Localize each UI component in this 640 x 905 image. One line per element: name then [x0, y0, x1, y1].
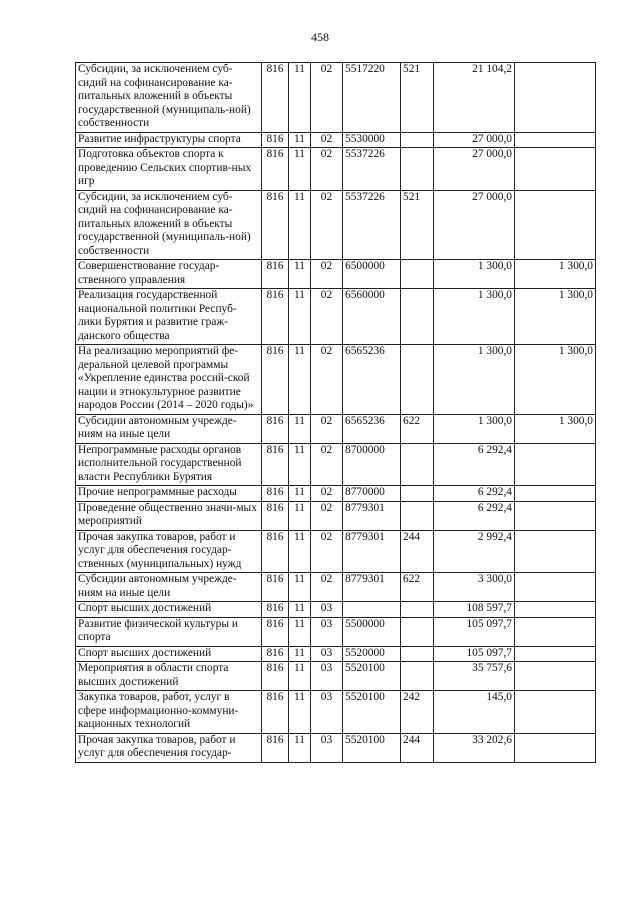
target-item-code-cell: 5520000	[343, 646, 401, 662]
expense-type-code-cell	[401, 602, 434, 618]
section-code-cell: 11	[289, 530, 311, 573]
subsection-code-cell: 03	[311, 646, 343, 662]
table-body	[76, 63, 596, 763]
row-name-cell: Реализация государственной национальной политики Респуб-лики Бурятия и развитие граж-данского общества	[76, 289, 262, 345]
section-code-cell: 11	[289, 646, 311, 662]
subsection-code-cell: 02	[311, 260, 343, 289]
expense-type-code-cell: 244	[401, 733, 434, 762]
expense-type-code-cell	[401, 646, 434, 662]
federal-amount-cell	[515, 602, 596, 618]
table-row	[76, 190, 596, 260]
row-name-cell: Мероприятия в области спорта высших достижений	[76, 662, 262, 691]
table-row	[76, 414, 596, 443]
section-code-cell: 11	[289, 573, 311, 602]
federal-amount-cell: 1 300,0	[515, 414, 596, 443]
amount-cell: 2 992,4	[434, 530, 515, 573]
amount-cell: 33 202,6	[434, 733, 515, 762]
department-code-cell: 816	[262, 132, 289, 148]
section-code-cell: 11	[289, 662, 311, 691]
expense-type-code-cell	[401, 289, 434, 345]
target-item-code-cell: 5517220	[343, 63, 401, 133]
department-code-cell: 816	[262, 345, 289, 415]
federal-amount-cell	[515, 148, 596, 191]
row-name-cell: Субсидии, за исключением суб-сидий на софинансирование ка-питальных вложений в объекты государственной (муниципаль-ной) собственности	[76, 63, 262, 133]
federal-amount-cell	[515, 646, 596, 662]
expense-type-code-cell: 521	[401, 190, 434, 260]
section-code-cell: 11	[289, 132, 311, 148]
federal-amount-cell: 1 300,0	[515, 260, 596, 289]
department-code-cell: 816	[262, 691, 289, 734]
table-row	[76, 486, 596, 502]
target-item-code-cell: 8779301	[343, 530, 401, 573]
subsection-code-cell: 02	[311, 190, 343, 260]
subsection-code-cell: 03	[311, 691, 343, 734]
amount-cell: 27 000,0	[434, 132, 515, 148]
subsection-code-cell: 02	[311, 63, 343, 133]
section-code-cell: 11	[289, 148, 311, 191]
table-row	[76, 602, 596, 618]
department-code-cell: 816	[262, 486, 289, 502]
subsection-code-cell: 02	[311, 132, 343, 148]
row-name-cell: Спорт высших достижений	[76, 646, 262, 662]
row-name-cell: Непрограммные расходы органов исполнительной государственной власти Республики Бурятия	[76, 443, 262, 486]
target-item-code-cell: 5537226	[343, 148, 401, 191]
federal-amount-cell	[515, 501, 596, 530]
target-item-code-cell: 5537226	[343, 190, 401, 260]
row-name-cell: Прочая закупка товаров, работ и услуг для обеспечения государ-	[76, 733, 262, 762]
subsection-code-cell: 02	[311, 530, 343, 573]
section-code-cell: 11	[289, 733, 311, 762]
amount-cell: 21 104,2	[434, 63, 515, 133]
department-code-cell: 816	[262, 530, 289, 573]
amount-cell: 3 300,0	[434, 573, 515, 602]
section-code-cell: 11	[289, 691, 311, 734]
expense-type-code-cell: 521	[401, 63, 434, 133]
subsection-code-cell: 02	[311, 573, 343, 602]
row-name-cell: Развитие физической культуры и спорта	[76, 617, 262, 646]
department-code-cell: 816	[262, 148, 289, 191]
row-name-cell: Совершенствование государ-ственного управления	[76, 260, 262, 289]
federal-amount-cell	[515, 691, 596, 734]
target-item-code-cell: 5520100	[343, 662, 401, 691]
row-name-cell: Субсидии, за исключением суб-сидий на софинансирование ка-питальных вложений в объекты государственной (муниципаль-ной) собственности	[76, 190, 262, 260]
target-item-code-cell: 6500000	[343, 260, 401, 289]
table-row	[76, 148, 596, 191]
section-code-cell: 11	[289, 486, 311, 502]
expense-type-code-cell	[401, 501, 434, 530]
section-code-cell: 11	[289, 345, 311, 415]
expense-type-code-cell: 242	[401, 691, 434, 734]
section-code-cell: 11	[289, 190, 311, 260]
federal-amount-cell	[515, 530, 596, 573]
table-row	[76, 662, 596, 691]
amount-cell: 1 300,0	[434, 345, 515, 415]
department-code-cell: 816	[262, 289, 289, 345]
department-code-cell: 816	[262, 63, 289, 133]
subsection-code-cell: 03	[311, 617, 343, 646]
expense-type-code-cell	[401, 617, 434, 646]
federal-amount-cell	[515, 443, 596, 486]
expense-type-code-cell	[401, 486, 434, 502]
row-name-cell: Прочие непрограммные расходы	[76, 486, 262, 502]
row-name-cell: Субсидии автономным учрежде-ниям на иные цели	[76, 573, 262, 602]
subsection-code-cell: 03	[311, 602, 343, 618]
table-row	[76, 501, 596, 530]
target-item-code-cell: 5500000	[343, 617, 401, 646]
subsection-code-cell: 02	[311, 443, 343, 486]
table-row	[76, 345, 596, 415]
expense-type-code-cell	[401, 345, 434, 415]
department-code-cell: 816	[262, 414, 289, 443]
target-item-code-cell: 6565236	[343, 345, 401, 415]
federal-amount-cell	[515, 662, 596, 691]
target-item-code-cell: 8770000	[343, 486, 401, 502]
row-name-cell: Спорт высших достижений	[76, 602, 262, 618]
section-code-cell: 11	[289, 602, 311, 618]
table-row	[76, 733, 596, 762]
table-row	[76, 617, 596, 646]
row-name-cell: Закупка товаров, работ, услуг в сфере информационно-коммуни-кационных технологий	[76, 691, 262, 734]
row-name-cell: Подготовка объектов спорта к проведению Сельских спортив-ных игр	[76, 148, 262, 191]
amount-cell: 6 292,4	[434, 501, 515, 530]
table-row	[76, 443, 596, 486]
subsection-code-cell: 03	[311, 733, 343, 762]
federal-amount-cell	[515, 486, 596, 502]
subsection-code-cell: 02	[311, 148, 343, 191]
amount-cell: 1 300,0	[434, 414, 515, 443]
budget-table	[75, 62, 596, 763]
target-item-code-cell: 6565236	[343, 414, 401, 443]
department-code-cell: 816	[262, 443, 289, 486]
federal-amount-cell: 1 300,0	[515, 289, 596, 345]
section-code-cell: 11	[289, 617, 311, 646]
section-code-cell: 11	[289, 260, 311, 289]
expense-type-code-cell	[401, 148, 434, 191]
table-row	[76, 646, 596, 662]
expense-type-code-cell: 622	[401, 414, 434, 443]
row-name-cell: Развитие инфраструктуры спорта	[76, 132, 262, 148]
federal-amount-cell	[515, 63, 596, 133]
target-item-code-cell: 6560000	[343, 289, 401, 345]
section-code-cell: 11	[289, 414, 311, 443]
expense-type-code-cell	[401, 443, 434, 486]
expense-type-code-cell: 622	[401, 573, 434, 602]
amount-cell: 6 292,4	[434, 443, 515, 486]
section-code-cell: 11	[289, 443, 311, 486]
expense-type-code-cell: 244	[401, 530, 434, 573]
department-code-cell: 816	[262, 617, 289, 646]
department-code-cell: 816	[262, 190, 289, 260]
target-item-code-cell: 8779301	[343, 573, 401, 602]
table-row	[76, 260, 596, 289]
section-code-cell: 11	[289, 289, 311, 345]
table-row	[76, 691, 596, 734]
page-number: 458	[311, 30, 329, 44]
row-name-cell: Прочая закупка товаров, работ и услуг для обеспечения государ-ственных (муниципальных) нужд	[76, 530, 262, 573]
table-row	[76, 63, 596, 133]
table-row	[76, 289, 596, 345]
target-item-code-cell: 8779301	[343, 501, 401, 530]
target-item-code-cell: 5520100	[343, 733, 401, 762]
target-item-code-cell: 5530000	[343, 132, 401, 148]
expense-type-code-cell	[401, 662, 434, 691]
federal-amount-cell	[515, 190, 596, 260]
amount-cell: 1 300,0	[434, 260, 515, 289]
department-code-cell: 816	[262, 662, 289, 691]
amount-cell: 105 097,7	[434, 617, 515, 646]
federal-amount-cell	[515, 132, 596, 148]
federal-amount-cell	[515, 573, 596, 602]
department-code-cell: 816	[262, 260, 289, 289]
table-row	[76, 573, 596, 602]
department-code-cell: 816	[262, 501, 289, 530]
subsection-code-cell: 03	[311, 662, 343, 691]
expense-type-code-cell	[401, 132, 434, 148]
target-item-code-cell: 8700000	[343, 443, 401, 486]
subsection-code-cell: 02	[311, 486, 343, 502]
federal-amount-cell	[515, 733, 596, 762]
target-item-code-cell: 5520100	[343, 691, 401, 734]
amount-cell: 6 292,4	[434, 486, 515, 502]
department-code-cell: 816	[262, 733, 289, 762]
amount-cell: 105 097,7	[434, 646, 515, 662]
amount-cell: 35 757,6	[434, 662, 515, 691]
amount-cell: 108 597,7	[434, 602, 515, 618]
row-name-cell: Проведение общественно значи-мых мероприятий	[76, 501, 262, 530]
table-row	[76, 530, 596, 573]
target-item-code-cell	[343, 602, 401, 618]
amount-cell: 27 000,0	[434, 190, 515, 260]
department-code-cell: 816	[262, 646, 289, 662]
section-code-cell: 11	[289, 63, 311, 133]
row-name-cell: Субсидии автономным учрежде-ниям на иные цели	[76, 414, 262, 443]
amount-cell: 1 300,0	[434, 289, 515, 345]
federal-amount-cell: 1 300,0	[515, 345, 596, 415]
row-name-cell: На реализацию мероприятий фе-деральной целевой программы «Укрепление единства россий-ской нации и этнокультурное развитие народов России (2014 – 2020 годы)»	[76, 345, 262, 415]
department-code-cell: 816	[262, 573, 289, 602]
subsection-code-cell: 02	[311, 289, 343, 345]
amount-cell: 27 000,0	[434, 148, 515, 191]
department-code-cell: 816	[262, 602, 289, 618]
federal-amount-cell	[515, 617, 596, 646]
section-code-cell: 11	[289, 501, 311, 530]
subsection-code-cell: 02	[311, 345, 343, 415]
subsection-code-cell: 02	[311, 414, 343, 443]
subsection-code-cell: 02	[311, 501, 343, 530]
amount-cell: 145,0	[434, 691, 515, 734]
expense-type-code-cell	[401, 260, 434, 289]
table-row	[76, 132, 596, 148]
